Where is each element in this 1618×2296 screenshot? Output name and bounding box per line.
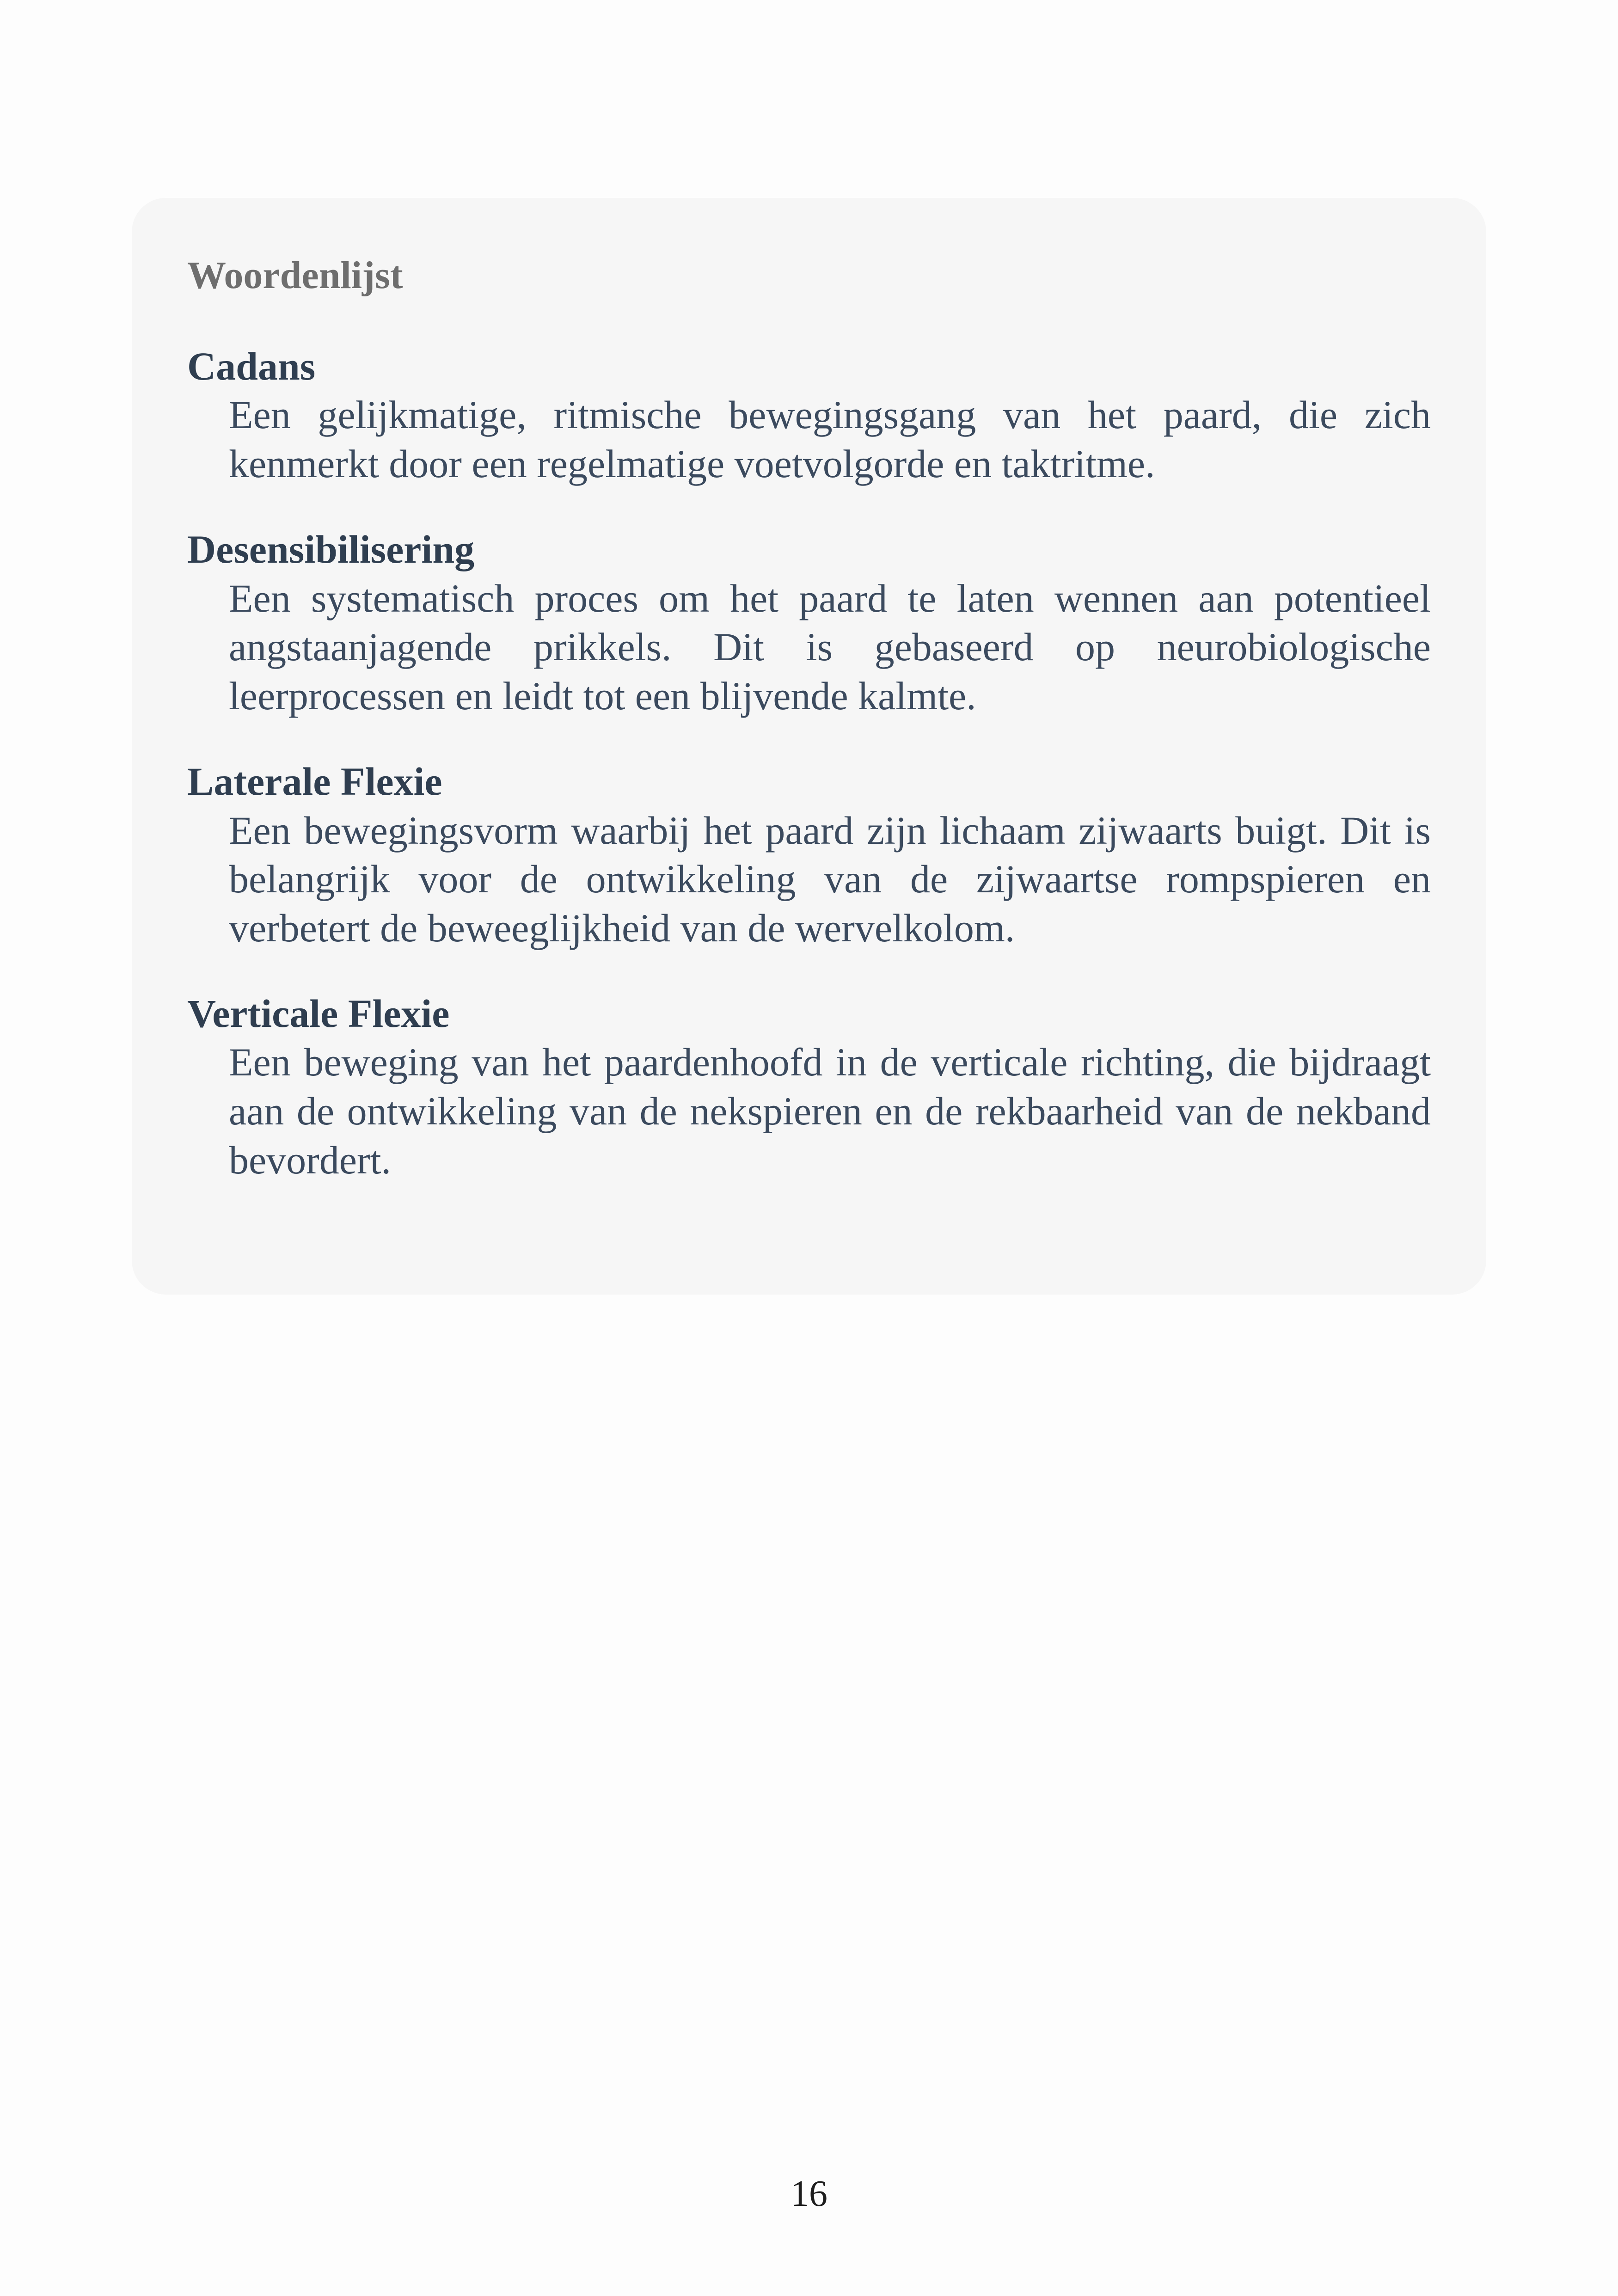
glossary-term: Desensibilisering — [187, 527, 475, 571]
glossary-definition: Een gelijkmatige, ritmische bewegingsgang van het paard, die zich kenmerkt door een regelmatige voetvolgorde en taktritme. — [229, 393, 1431, 486]
glossary-entry-desensibilisering — [187, 525, 1431, 721]
glossary-definition: Een systematisch proces om het paard te laten wennen aan potentieel angstaanjagende prikkels. Dit is gebaseerd op neurobiologische leerprocessen en leidt tot een blijvende kalmte. — [229, 576, 1431, 718]
glossary-term: Laterale Flexie — [187, 759, 442, 804]
glossary-term: Cadans — [187, 344, 316, 388]
glossary-entry-laterale-flexie — [187, 757, 1431, 953]
glossary-entry-verticale-flexie — [187, 989, 1431, 1185]
page-number: 16 — [791, 2173, 827, 2214]
glossary-box — [132, 198, 1486, 1295]
glossary-term: Verticale Flexie — [187, 991, 450, 1036]
glossary-definition: Een bewegingsvorm waarbij het paard zijn lichaam zijwaarts buigt. Dit is belangrijk voor de ontwikkeling van de zijwaartse rompspieren en verbetert de beweeglijkheid van de wervelkolom. — [229, 808, 1431, 951]
glossary-definition: Een beweging van het paardenhoofd in de verticale richting, die bijdraagt aan de ontwikkeling van de nekspieren en de rekbaarheid van de nekband bevordert. — [229, 1040, 1431, 1182]
glossary-title: Woordenlijst — [187, 254, 403, 297]
glossary-entry-cadans — [187, 342, 1431, 489]
